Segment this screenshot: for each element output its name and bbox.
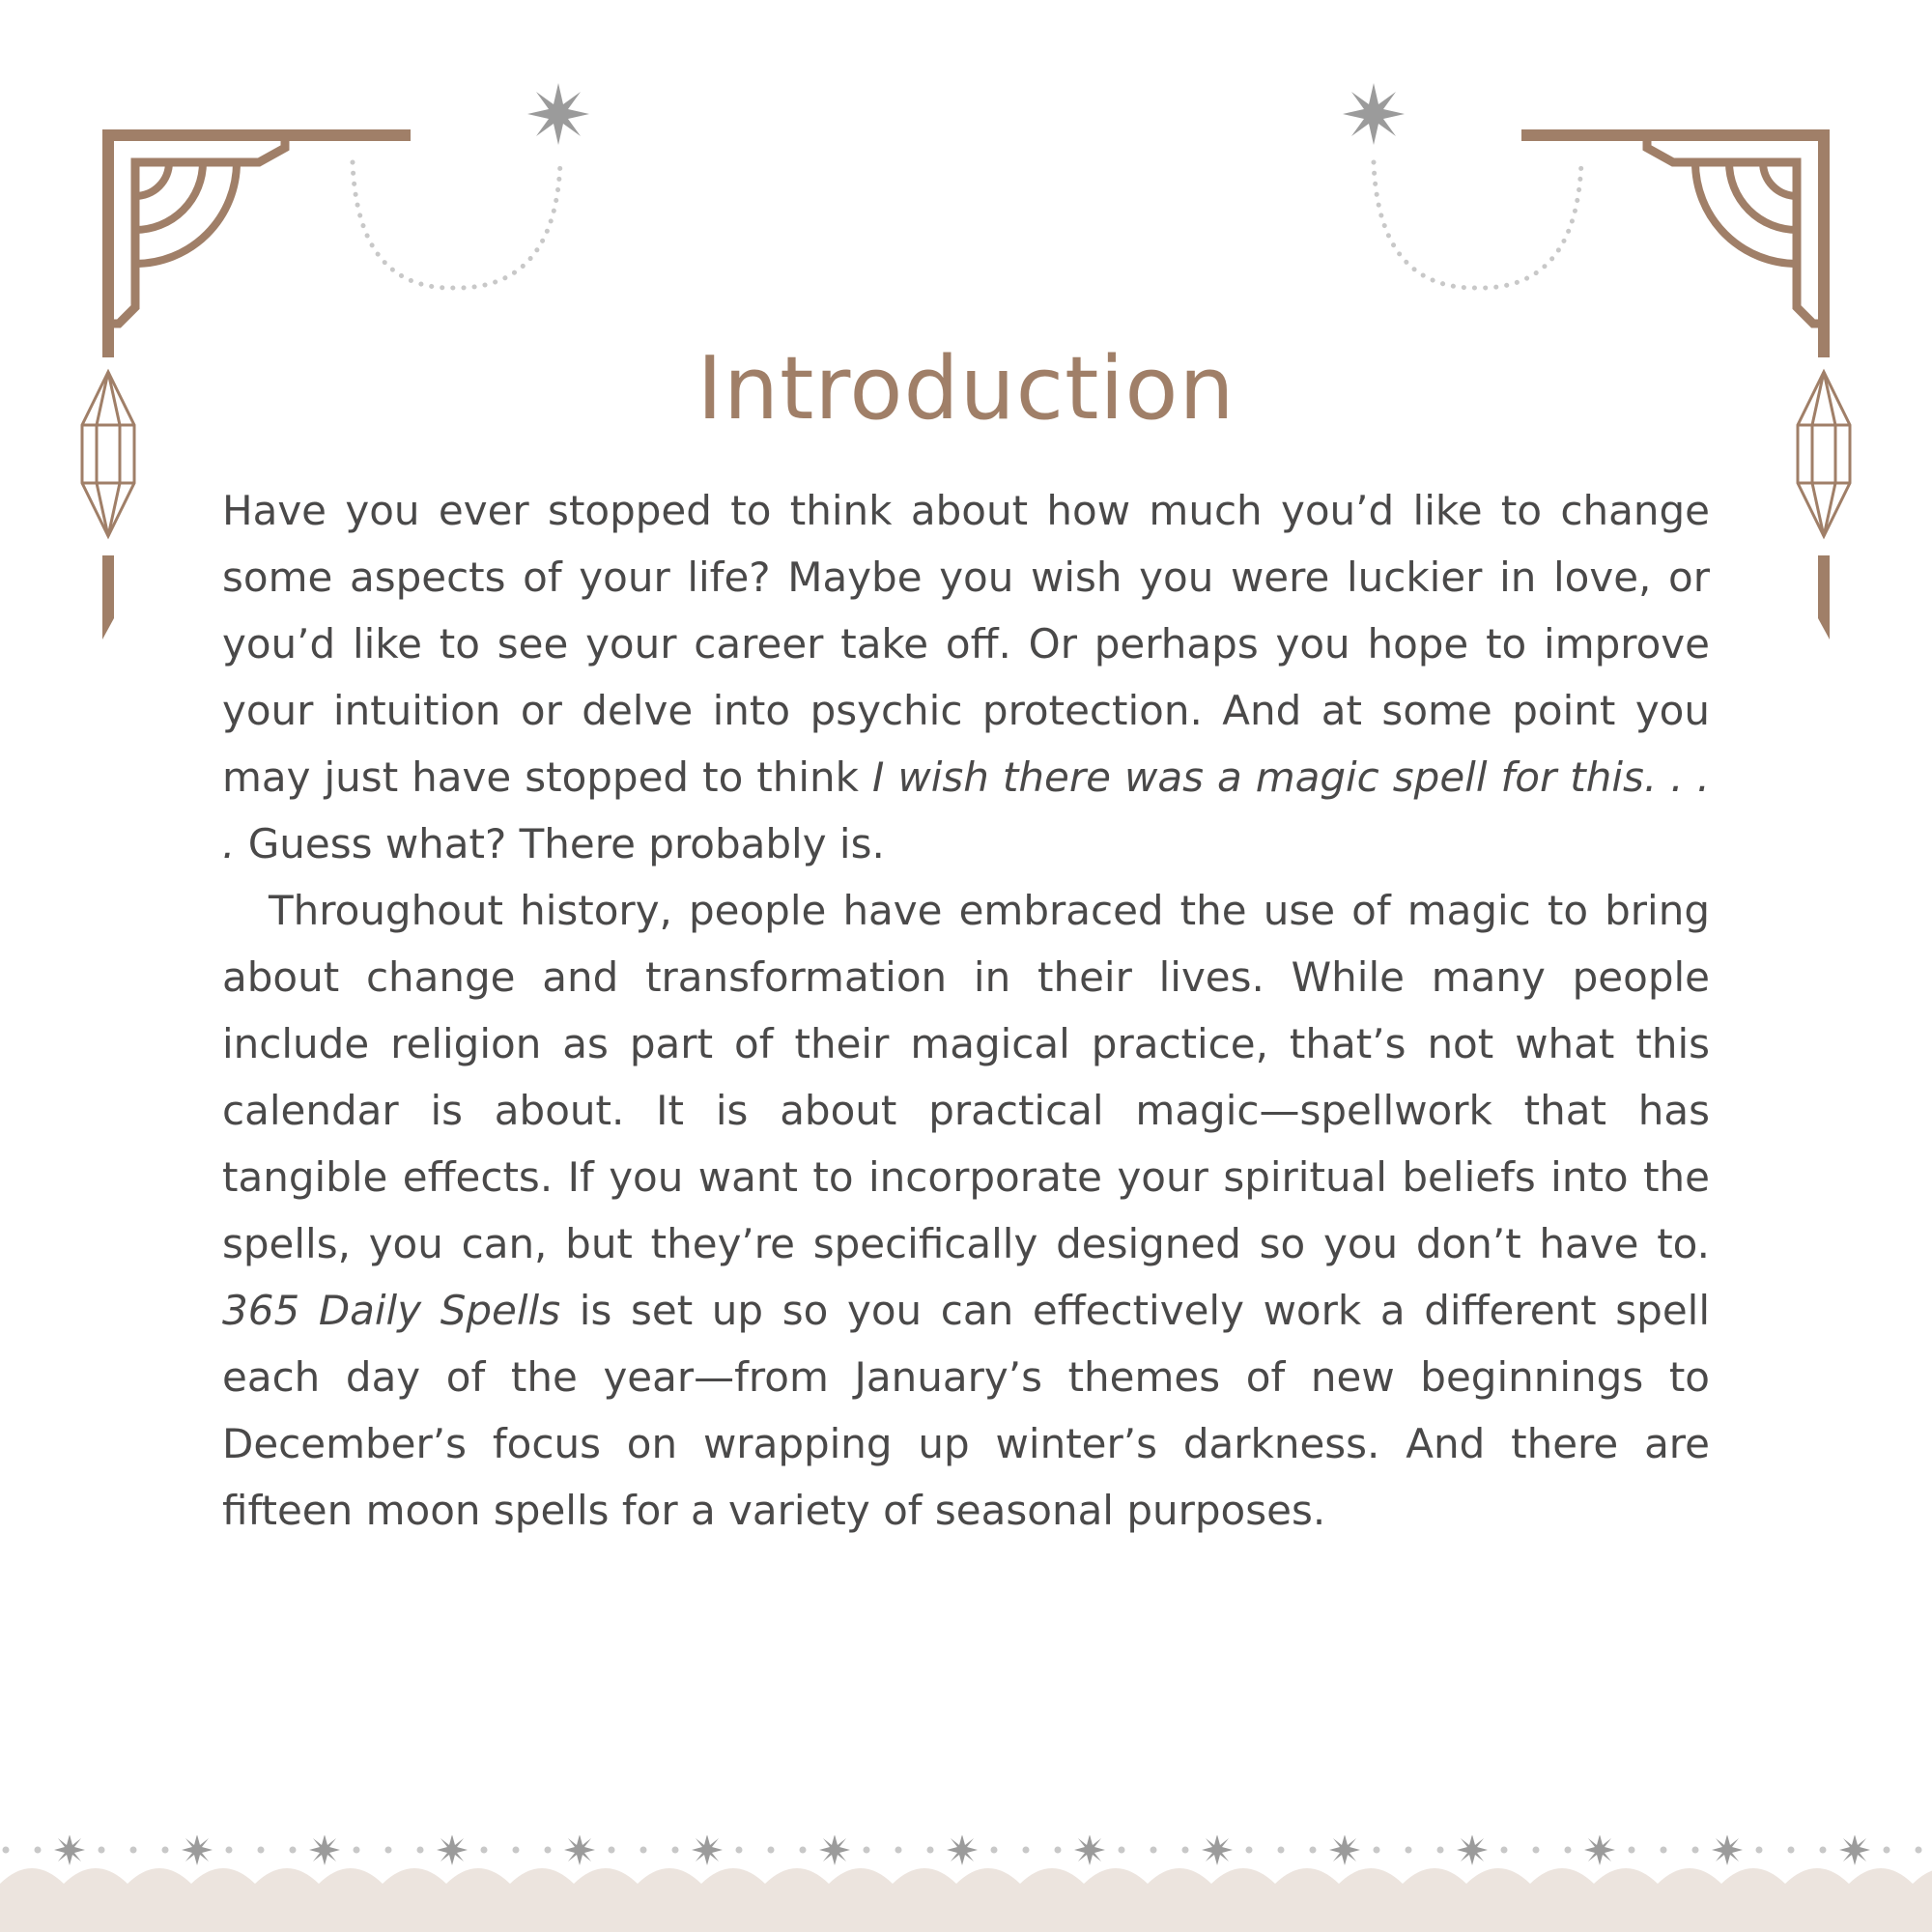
footer-star-icon xyxy=(1584,1835,1615,1865)
footer-star-icon xyxy=(564,1835,595,1865)
dotted-swag-right xyxy=(1374,162,1581,288)
footer-dot xyxy=(354,1847,360,1854)
footer-star-icon xyxy=(437,1835,468,1865)
intro-paragraph-2 xyxy=(222,877,1710,1544)
footer-dot xyxy=(991,1847,998,1854)
footer-scallop xyxy=(0,1868,1932,1932)
footer-dot xyxy=(1533,1847,1540,1854)
footer-star-icon xyxy=(1457,1835,1488,1865)
footer-dot xyxy=(1182,1847,1189,1854)
footer-dot xyxy=(417,1847,424,1854)
intro-paragraph-1 xyxy=(222,477,1710,877)
footer-dot xyxy=(1119,1847,1125,1854)
art-deco-corner-icon-left xyxy=(108,135,411,357)
paragraph-1-text-b: Guess what? There probably is. xyxy=(235,820,885,867)
footer-dot xyxy=(895,1847,902,1854)
footer-dot xyxy=(226,1847,233,1854)
art-deco-corner-icon-right xyxy=(1521,135,1824,357)
footer-star-icon xyxy=(947,1835,978,1865)
paragraph-1-text-a: Have you ever stopped to think about how much you’d like to change some aspects of your life? Maybe you wish you were luckier in love, or you’d like to see your career take off. Or perhaps you hope to improve your intuition or delve into psychic protection. And at some point you may just have stopped to think xyxy=(222,487,1710,801)
footer-dot xyxy=(1437,1847,1444,1854)
footer-dot xyxy=(1310,1847,1317,1854)
footer-dot xyxy=(672,1847,679,1854)
footer-dot xyxy=(35,1847,42,1854)
footer-dot xyxy=(385,1847,392,1854)
footer-dot xyxy=(1756,1847,1763,1854)
footer-star-icon xyxy=(819,1835,850,1865)
footer-dot xyxy=(258,1847,265,1854)
footer-dot xyxy=(1916,1847,1922,1854)
footer-dot xyxy=(736,1847,743,1854)
footer-dot xyxy=(864,1847,870,1854)
footer-dot xyxy=(1374,1847,1380,1854)
footer-star-icon xyxy=(1712,1835,1743,1865)
paragraph-2-text-a: Throughout history, people have embraced the use of magic to bring about change and transformation in their lives. While many people include religion as part of their magical practice, that’s not what this calendar is about. It is about practical magic—spellwork that has tangible effects. If you want to incorporate your spiritual beliefs into the spells, you can, but they’re specifically designed so you don’t have to. xyxy=(222,887,1710,1267)
paragraph-2-text-b: is set up so you can effectively work a different spell each day of the year—from January’s themes of new beginnings to December’s focus on wrapping up winter’s darkness. And there are fifteen moon spells for a variety of seasonal purposes. xyxy=(222,1287,1710,1534)
footer-dot xyxy=(3,1847,10,1854)
footer-dot xyxy=(1820,1847,1827,1854)
footer-dot xyxy=(1565,1847,1572,1854)
pendant-bar-right xyxy=(1818,555,1830,639)
footer-star-icon xyxy=(1329,1835,1360,1865)
footer-star-icon xyxy=(182,1835,213,1865)
paragraph-1-italic: I wish there was a magic spell for this. . . . xyxy=(222,753,1710,867)
footer-dot xyxy=(1788,1847,1795,1854)
footer-star-icon xyxy=(1202,1835,1233,1865)
footer-star-icon xyxy=(692,1835,723,1865)
footer-star-icon xyxy=(54,1835,85,1865)
footer-dot xyxy=(481,1847,488,1854)
footer-dot xyxy=(768,1847,775,1854)
footer-dot xyxy=(1278,1847,1285,1854)
paragraph-2-italic: 365 Daily Spells xyxy=(222,1287,561,1334)
footer-dot xyxy=(640,1847,647,1854)
footer-dot xyxy=(1246,1847,1253,1854)
footer-dot xyxy=(162,1847,169,1854)
page-title: Introduction xyxy=(696,338,1236,440)
footer-dot xyxy=(1151,1847,1157,1854)
footer-dot xyxy=(513,1847,520,1854)
dotted-swag-left xyxy=(353,162,560,288)
footer-dot xyxy=(800,1847,807,1854)
footer-dot xyxy=(130,1847,137,1854)
footer-dot xyxy=(927,1847,934,1854)
footer-dot xyxy=(99,1847,105,1854)
star-icon-top-right xyxy=(1343,83,1405,145)
footer-dot xyxy=(545,1847,552,1854)
footer-star-icon xyxy=(309,1835,340,1865)
footer-dot xyxy=(1661,1847,1667,1854)
footer-dot xyxy=(1884,1847,1890,1854)
footer-dot xyxy=(1023,1847,1030,1854)
footer-dot xyxy=(1501,1847,1508,1854)
footer-star-icon xyxy=(1074,1835,1105,1865)
scalloped-star-border xyxy=(0,1835,1932,1932)
footer-dot xyxy=(290,1847,297,1854)
intro-body xyxy=(222,477,1710,1544)
footer-dot xyxy=(1406,1847,1412,1854)
footer-dot xyxy=(609,1847,615,1854)
footer-dot xyxy=(1629,1847,1635,1854)
footer-dot xyxy=(1692,1847,1699,1854)
footer-star-icon xyxy=(1839,1835,1870,1865)
footer-dot xyxy=(1055,1847,1062,1854)
pendant-bar-left xyxy=(102,555,114,639)
star-icon-top-left xyxy=(527,83,589,145)
